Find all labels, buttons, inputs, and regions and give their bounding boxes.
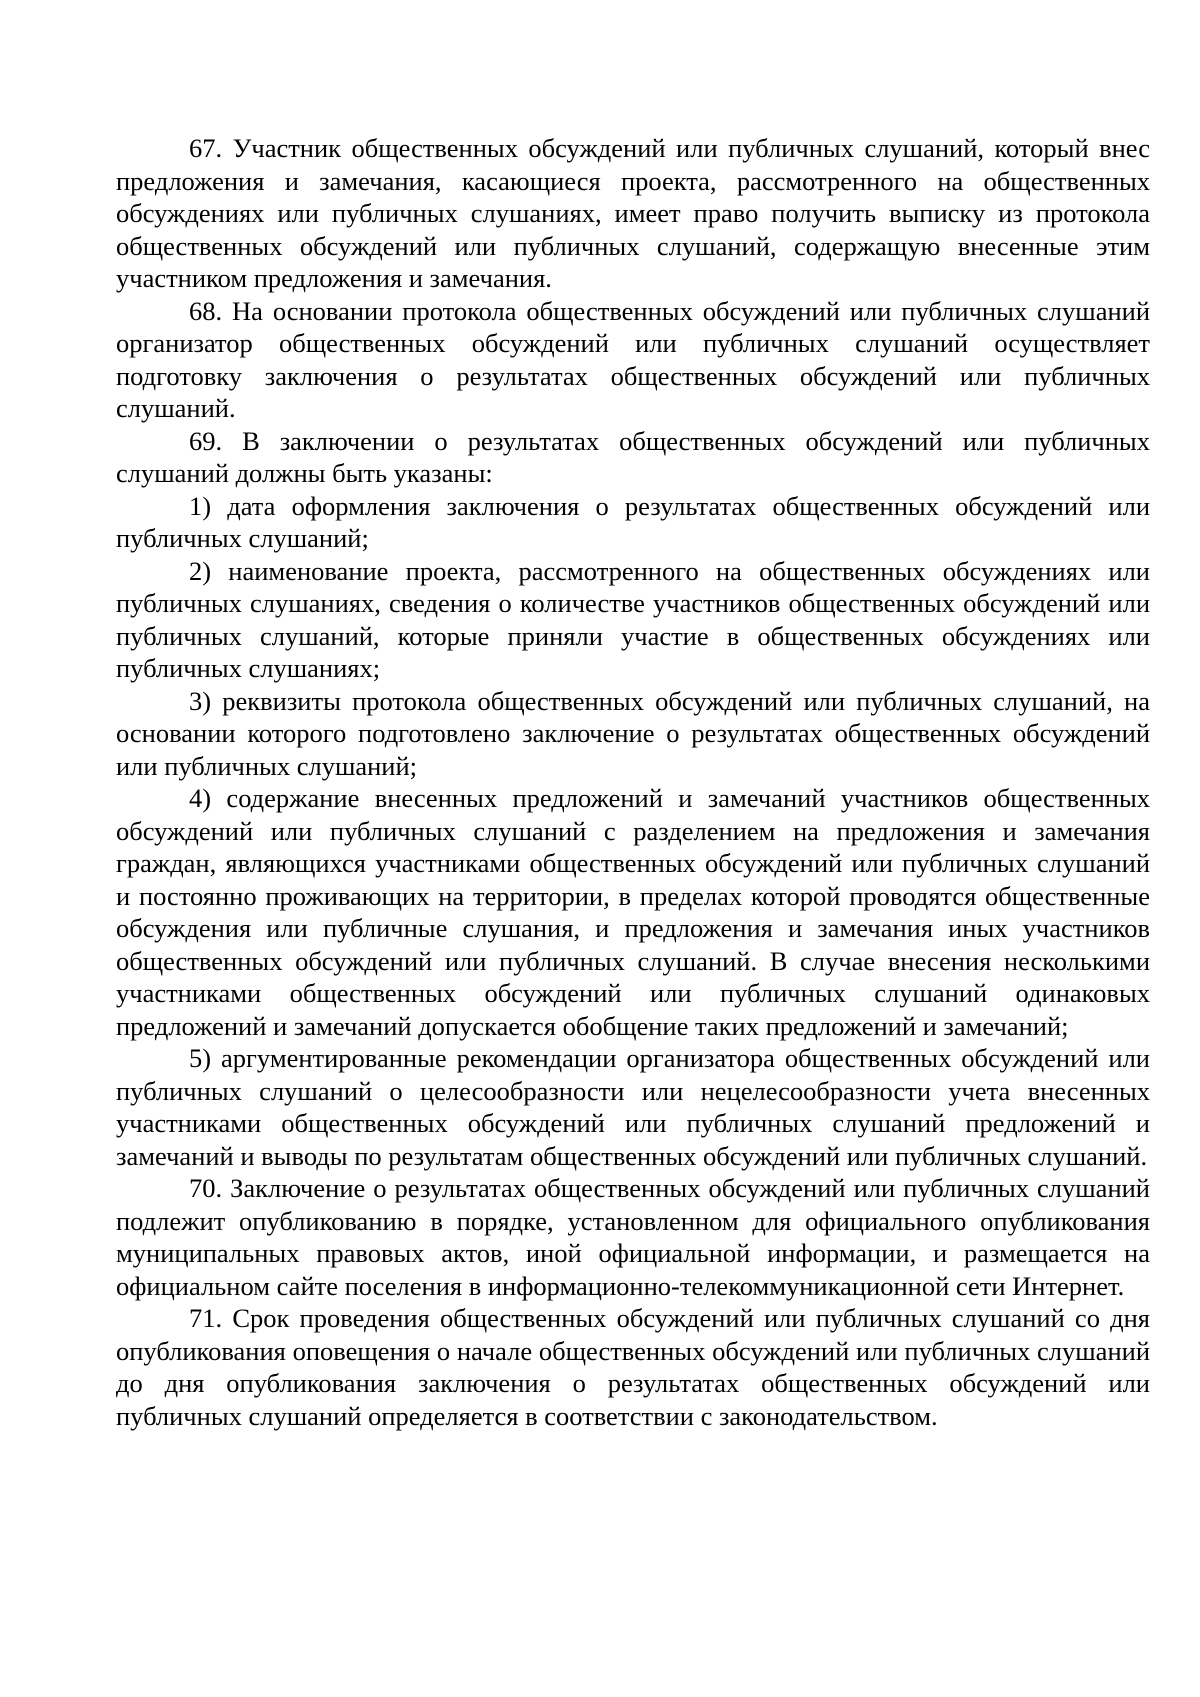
paragraph-69: 69. В заключении о результатах общественных обсуждений или публичных слушаний должны быть указаны: — [116, 425, 1150, 488]
document-page — [116, 132, 1150, 1432]
list-item-3: 3) реквизиты протокола общественных обсуждений или публичных слушаний, на основании которого подготовлено заключение о результатах общественных обсуждений или публичных слушаний; — [116, 685, 1150, 781]
list-item-1: 1) дата оформления заключения о результатах общественных обсуждений или публичных слушаний; — [116, 490, 1150, 553]
list-item-4: 4) содержание внесенных предложений и замечаний участников общественных обсуждений или публичных слушаний с разделением на предложения и замечания граждан, являющихся участниками общественных обсуждений или публичных слушаний и постоянно проживающих на территории, в пределах которой проводятся общественные обсуждения или публичные слушания, и предложения и замечания иных участников общественных обсуждений или публичных слушаний. В случае внесения несколькими участниками общественных обсуждений или публичных слушаний одинаковых предложений и замечаний допускается обобщение таких предложений и замечаний; — [116, 783, 1150, 1041]
paragraph-68: 68. На основании протокола общественных обсуждений или публичных слушаний организатор общественных обсуждений или публичных слушаний осуществляет подготовку заключения о результатах общественных обсуждений или публичных слушаний. — [116, 295, 1150, 423]
list-item-2: 2) наименование проекта, рассмотренного на общественных обсуждениях или публичных слушаниях, сведения о количестве участников общественных обсуждений или публичных слушаний, которые приняли участие в общественных обсуждениях или публичных слушаниях; — [116, 555, 1150, 683]
paragraph-67: 67. Участник общественных обсуждений или публичных слушаний, который внес предложения и замечания, касающиеся проекта, рассмотренного на общественных обсуждениях или публичных слушаниях, имеет право получить выписку из протокола общественных обсуждений или публичных слушаний, содержащую внесенные этим участником предложения и замечания. — [116, 133, 1150, 293]
list-item-5: 5) аргументированные рекомендации организатора общественных обсуждений или публичных слушаний о целесообразности или нецелесообразности учета внесенных участниками общественных обсуждений или публичных слушаний предложений и замечаний и выводы по результатам общественных обсуждений или публичных слушаний. — [116, 1043, 1150, 1171]
paragraph-70: 70. Заключение о результатах общественных обсуждений или публичных слушаний подлежит опубликованию в порядке, установленном для официального опубликования муниципальных правовых актов, иной официальной информации, и размещается на официальном сайте поселения в информационно-телекоммуникационной сети Интернет. — [116, 1173, 1150, 1301]
paragraph-71: 71. Срок проведения общественных обсуждений или публичных слушаний со дня опубликования оповещения о начале общественных обсуждений или публичных слушаний до дня опубликования заключения о результатах общественных обсуждений или публичных слушаний определяется в соответствии с законодательством. — [116, 1303, 1150, 1431]
